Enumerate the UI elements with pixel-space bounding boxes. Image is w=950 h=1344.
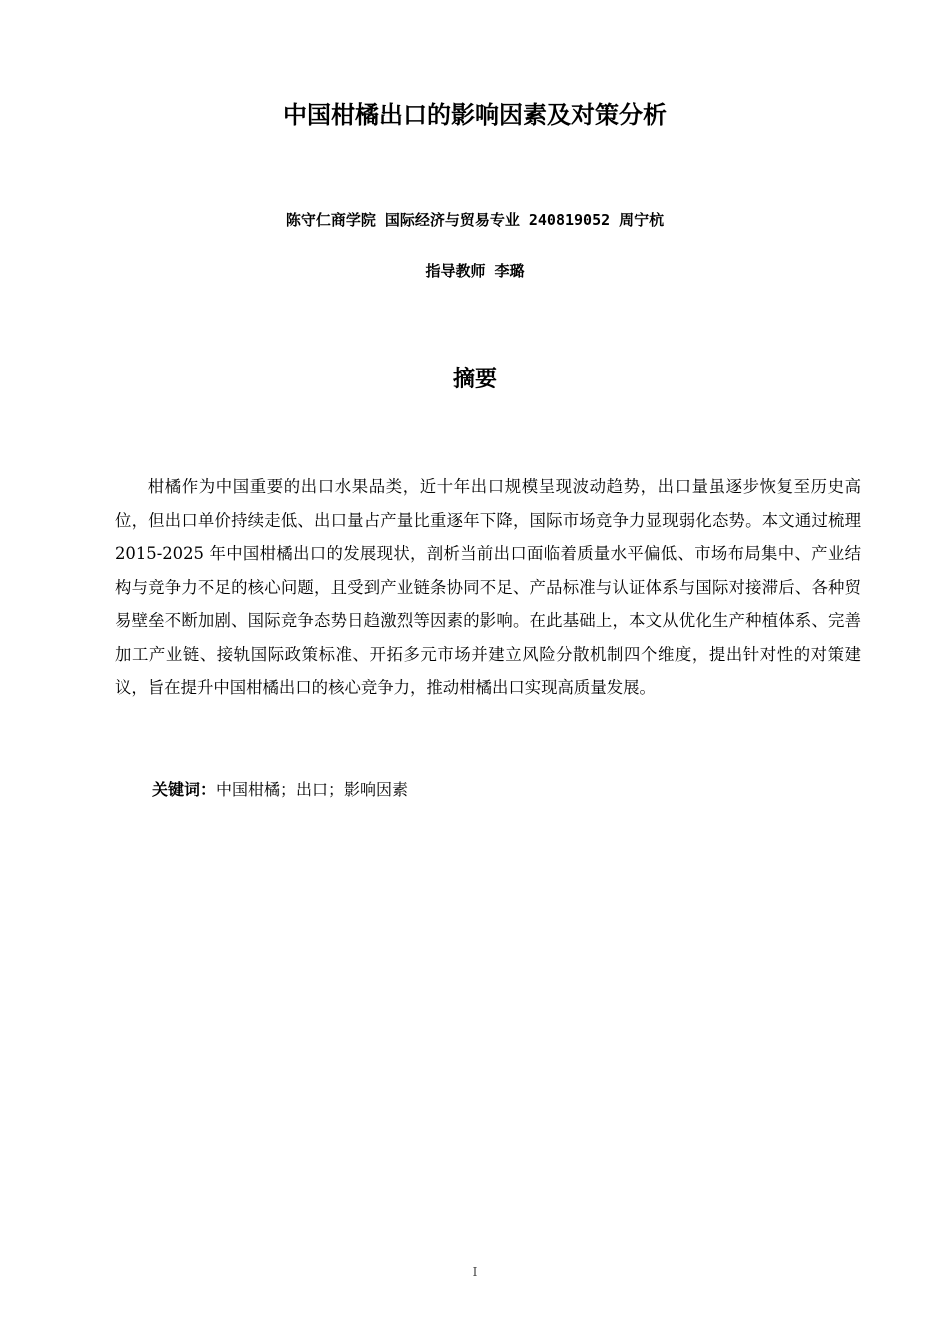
abstract-paragraph: 柑橘作为中国重要的出口水果品类，近十年出口规模呈现波动趋势，出口量虽逐步恢复至历史高位，但出口单价持续走低、出口量占产量比重逐年下降，国际市场竞争力显现弱化态势。本文通过梳理 2015-2025 年中国柑橘出口的发展现状，剖析当前出口面临着质量水平偏低、市场布局集中、产业结构与竞争力不足的核心问题，且受到产业链条协同不足、产品标准与认证体系与国际对接滞后、各种贸易壁垒不断加剧、国际竞争态势日趋激烈等因素的影响。在此基础上，本文从优化生产种植体系、完善加工产业链、接轨国际政策标准、开拓多元市场并建立风险分散机制四个维度，提出针对性的对策建议，旨在提升中国柑橘出口的核心竞争力，推动柑橘出口实现高质量发展。 — [115, 477, 861, 697]
keywords-value: 中国柑橘；出口；影响因素 — [216, 780, 409, 799]
author-info: 陈守仁商学院 国际经济与贸易专业 240819052 周宁杭 — [285, 211, 665, 229]
document-title: 中国柑橘出口的影响因素及对策分析 — [283, 101, 667, 129]
advisor-info: 指导教师 李璐 — [425, 262, 525, 280]
abstract-heading: 摘要 — [452, 367, 497, 392]
keywords-line — [152, 775, 408, 805]
keywords-label: 关键词： — [152, 780, 217, 799]
page-number: I — [472, 1265, 478, 1279]
